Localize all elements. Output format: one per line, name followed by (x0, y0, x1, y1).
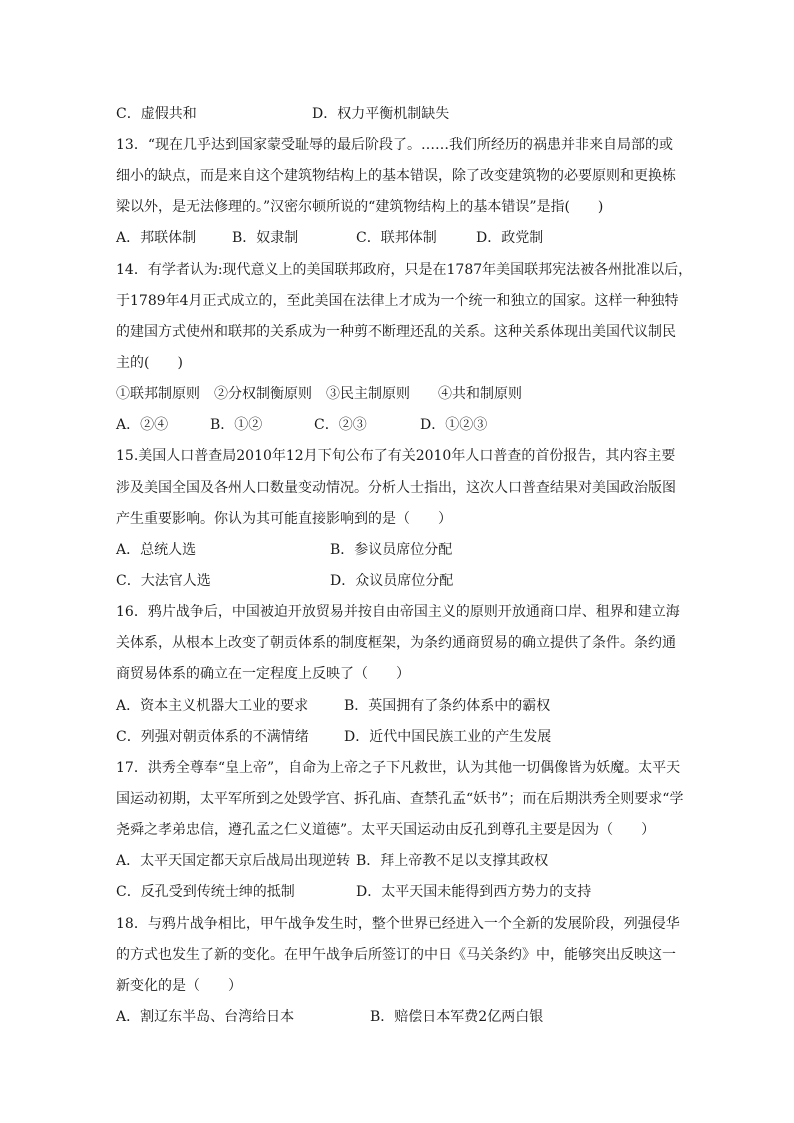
question-15-line-3: 产生重要影响。你认为其可能直接影响到的是（ ） (116, 511, 452, 527)
q17-option-d: D．太平天国未能得到西方势力的支持 (356, 884, 592, 900)
q18-option-b: B．赔偿日本军费2亿两白银 (370, 1009, 544, 1025)
question-17-line-1: 17．洪秀全尊奉“皇上帝”，自命为上帝之子下凡救世，认为其他一切偶像皆为妖魔。太平天 (116, 760, 681, 776)
q15-option-b: B．参议员席位分配 (330, 542, 453, 558)
question-14-line-2: 于1789年4月正式成立的，至此美国在法律上才成为一个统一和独立的国家。这样一种独特 (116, 293, 679, 309)
q12-option-d: D．权力平衡机制缺失 (312, 106, 450, 122)
q16-option-d: D．近代中国民族工业的产生发展 (344, 729, 552, 745)
q18-option-a: A．割辽东半岛、台湾给日本 (116, 1009, 295, 1025)
question-13-line-3: 梁以外，是无法修理的。”汉密尔顿所说的“建筑物结构上的基本错误”是指( ) (116, 199, 604, 215)
question-17-line-3: 尧舜之孝弟忠信，遵孔孟之仁义道德”。太平天国运动由反孔到尊孔主要是因为（ ） (116, 822, 656, 838)
q17-option-b: B．拜上帝教不足以支撑其政权 (356, 853, 549, 869)
question-13-line-1: 13．“现在几乎达到国家蒙受耻辱的最后阶段了。……我们所经历的祸患并非来自局部的或 (116, 137, 673, 153)
question-18-line-1: 18．与鸦片战争相比，甲午战争发生时，整个世界已经进入一个全新的发展阶段，列强侵华 (116, 916, 680, 932)
question-15-line-2: 涉及美国全国及各州人口数量变动情况。分析人士指出，这次人口普查结果对美国政治版图 (116, 480, 676, 496)
question-14-line-1: 14．有学者认为:现代意义上的美国联邦政府，只是在1787年美国联邦宪法被各州批准以后， (116, 262, 693, 278)
q14-option-a: A．②④ (116, 417, 169, 433)
q16-option-b: B．英国拥有了条约体系中的霸权 (344, 698, 551, 714)
q14-option-b: B．①② (210, 417, 263, 433)
q16-option-a: A．资本主义机器大工业的要求 (116, 698, 309, 714)
question-16-line-1: 16．鸦片战争后，中国被迫开放贸易并按自由帝国主义的原则开放通商口岸、租界和建立海 (116, 604, 680, 620)
q13-option-b: B．奴隶制 (232, 230, 299, 246)
q14-option-c: C．②③ (314, 417, 367, 433)
q12-option-c: C．虚假共和 (116, 106, 197, 122)
q13-option-c: C．联邦体制 (356, 230, 437, 246)
question-14-principles: ①联邦制原则 ②分权制衡原则 ③民主制原则 ④共和制原则 (116, 386, 522, 402)
q13-option-a: A．邦联体制 (116, 230, 197, 246)
question-18-line-3: 新变化的是（ ） (116, 978, 242, 994)
q17-option-c: C．反孔受到传统士绅的抵制 (116, 884, 295, 900)
q15-option-d: D．众议员席位分配 (330, 573, 454, 589)
q14-option-d: D．①②③ (420, 417, 488, 433)
question-13-line-2: 细小的缺点，而是来自这个建筑物结构上的基本错误，除了改变建筑物的必要原则和更换栋 (116, 168, 676, 184)
question-18-line-2: 的方式也发生了新的变化。在甲午战争后所签订的中日《马关条约》中，能够突出反映这一 (116, 947, 676, 963)
question-14-line-3: 的建国方式使州和联邦的关系成为一种剪不断理还乱的关系。这种关系体现出美国代议制民 (116, 324, 676, 340)
q15-option-a: A．总统人选 (116, 542, 197, 558)
q15-option-c: C．大法官人选 (116, 573, 211, 589)
question-17-line-2: 国运动初期，太平军所到之处毁学宫、拆孔庙、查禁孔孟“妖书”；而在后期洪秀全则要求“学 (116, 791, 684, 807)
question-14-line-4: 主的( ) (116, 355, 183, 371)
q17-option-a: A．太平天国定都天京后战局出现逆转 (116, 853, 351, 869)
question-16-line-3: 商贸易体系的确立在一定程度上反映了（ ） (116, 666, 410, 682)
question-15-line-1: 15.美国人口普查局2010年12月下旬公布了有关2010年人口普查的首份报告，其内容主要 (116, 448, 676, 464)
q13-option-d: D．政党制 (476, 230, 544, 246)
question-16-line-2: 关体系，从根本上改变了朝贡体系的制度框架，为条约通商贸易的确立提供了条件。条约通 (116, 635, 676, 651)
q16-option-c: C．列强对朝贡体系的不满情绪 (116, 729, 309, 745)
